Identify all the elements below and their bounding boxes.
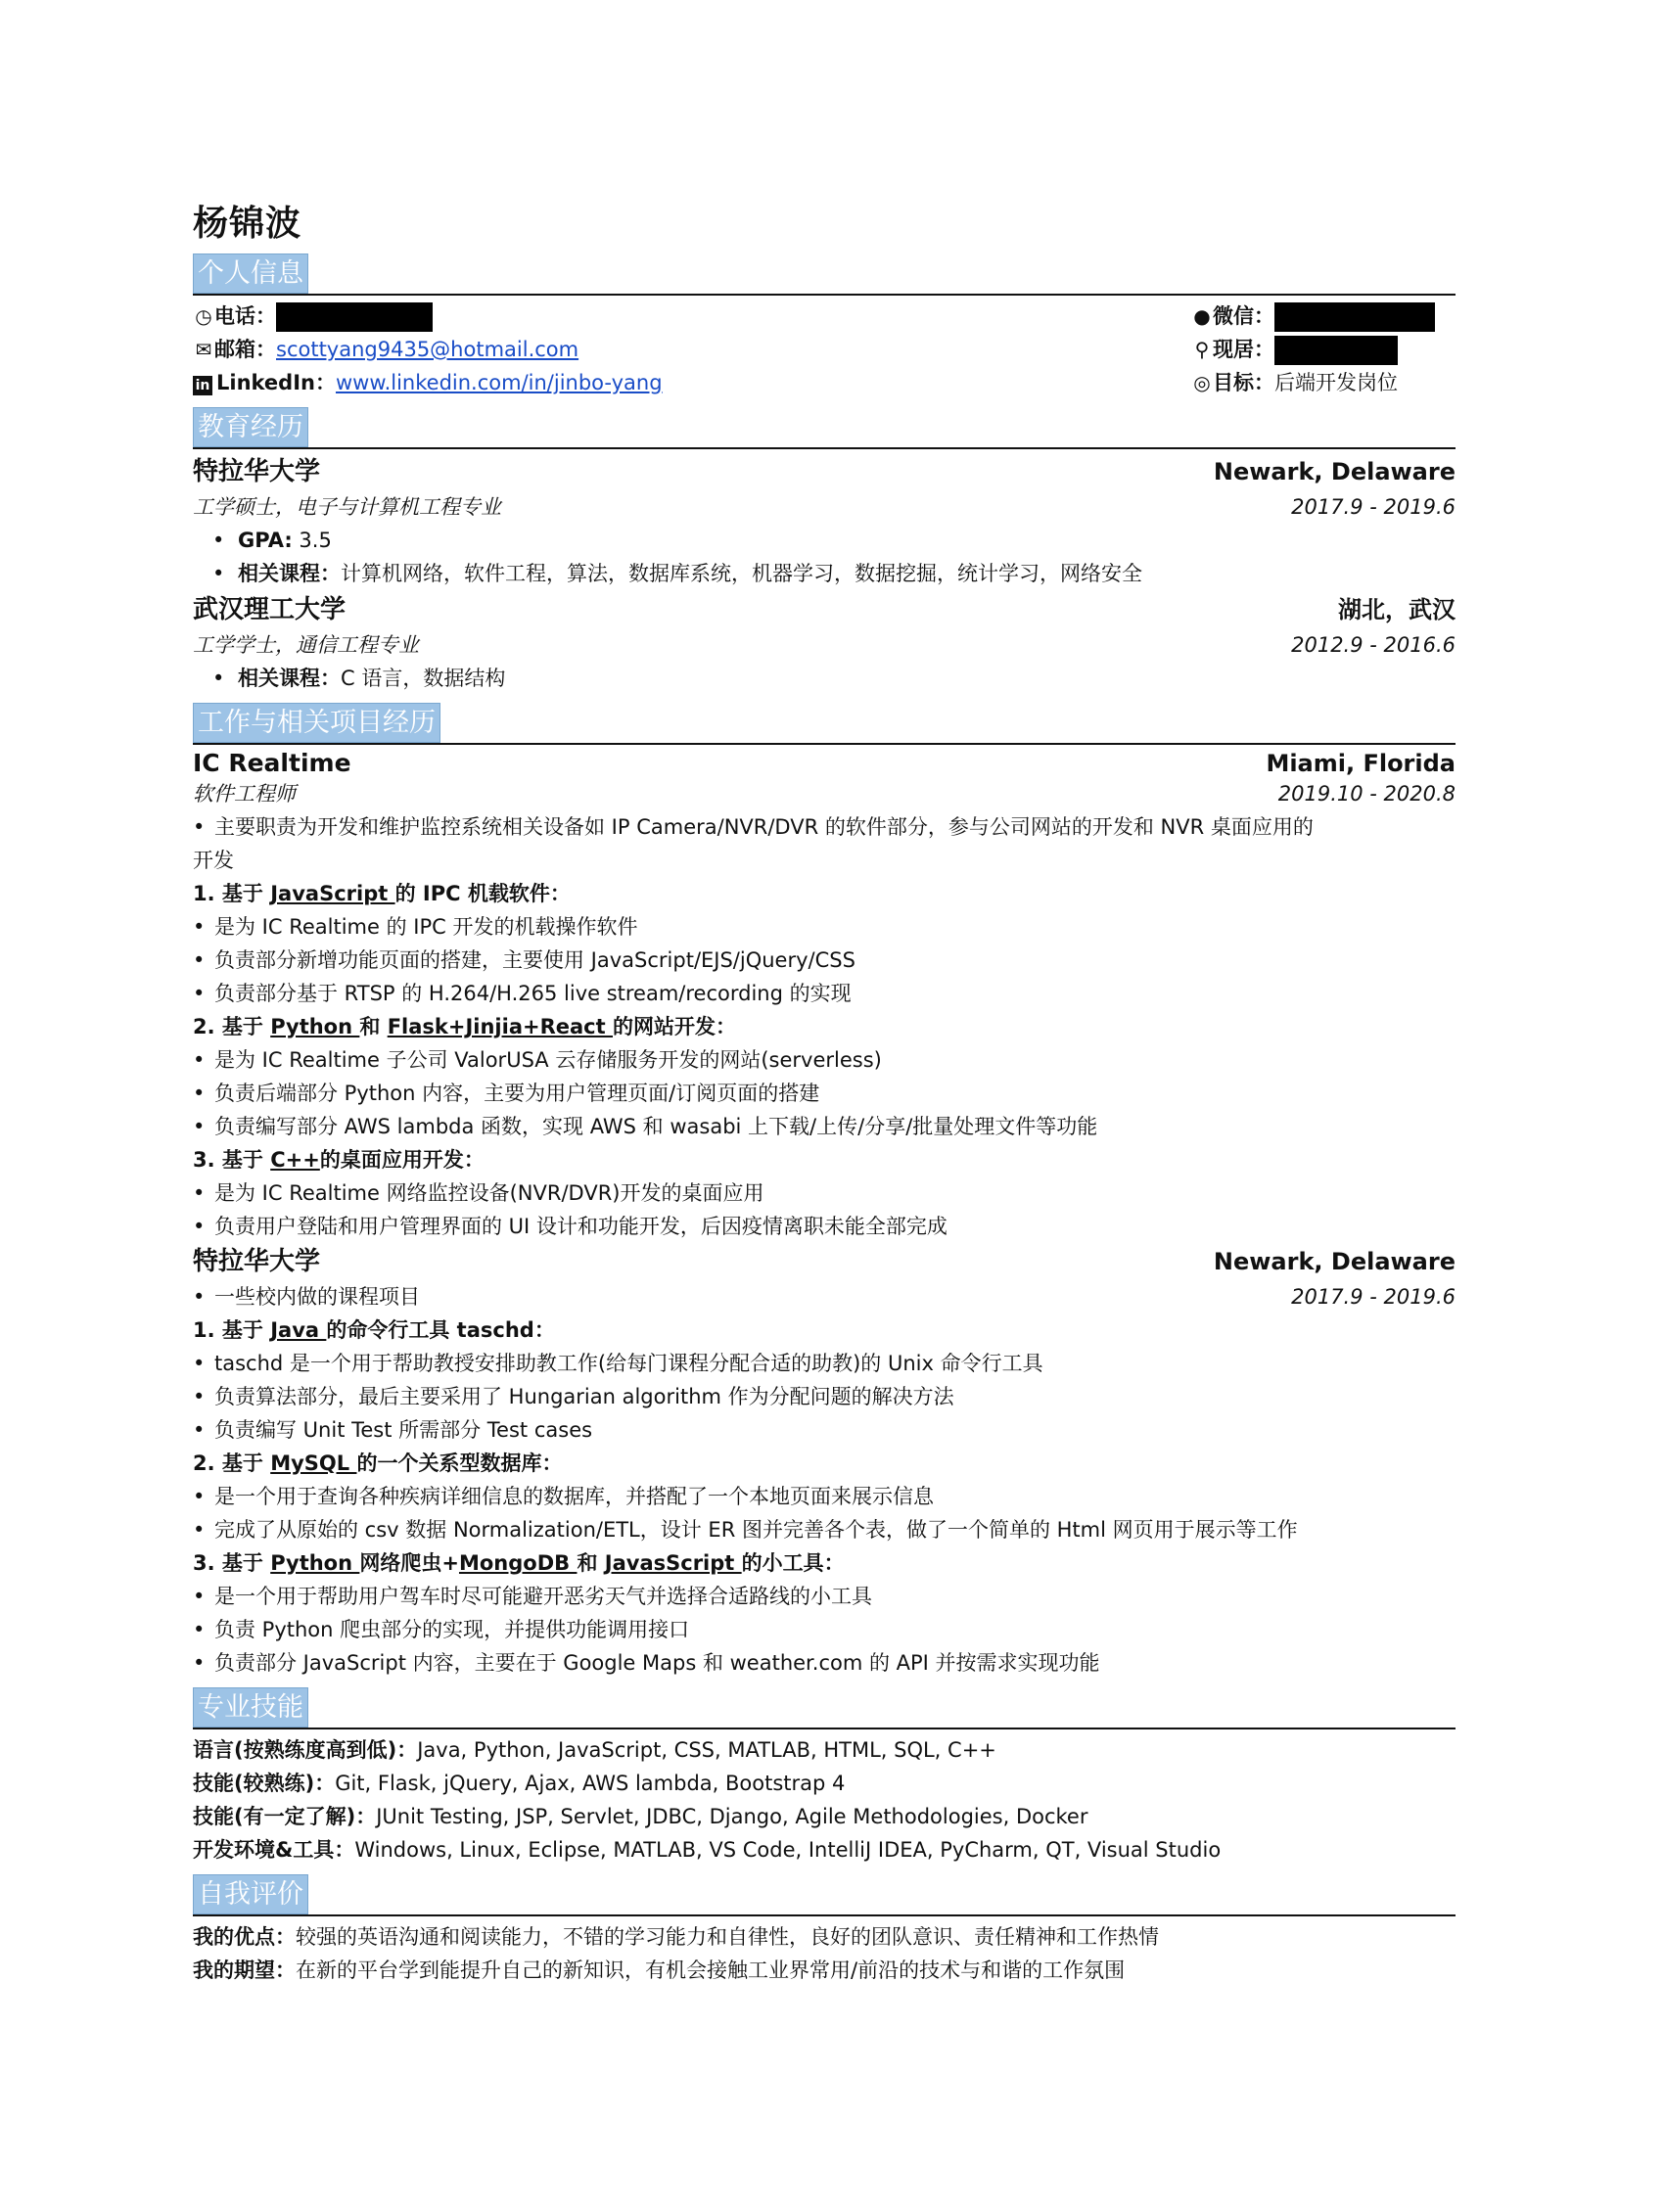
linkedin-icon: in: [193, 376, 212, 395]
list-item: • 完成了从原始的 csv 数据 Normalization/ETL，设计 ER 图并完善各个表，做了一个简单的 Html 网页用于展示等工作: [193, 1513, 1456, 1546]
section-divider: [193, 447, 1456, 449]
section-divider: [193, 294, 1456, 296]
goal-value: 后端开发岗位: [1274, 371, 1398, 394]
section-self-evaluation: [193, 1874, 1456, 1987]
email-label: 邮箱：: [214, 338, 276, 361]
mail-icon: ✉: [195, 338, 212, 361]
list-item: • 是为 IC Realtime 的 IPC 开发的机载操作软件: [193, 910, 1456, 944]
education-entry: [193, 590, 1456, 628]
candidate-name: 杨锦波: [193, 204, 302, 244]
section-work: [193, 703, 1456, 1680]
linkedin-label: LinkedIn：: [216, 371, 336, 394]
project-heading: 2. 基于 Python 和 Flask+Jinjia+React 的网站开发：: [193, 1015, 736, 1038]
list-item: • 是为 IC Realtime 网络监控设备(NVR/DVR)开发的桌面应用: [193, 1176, 1456, 1210]
school-name: 武汉理工大学: [193, 595, 347, 624]
linkedin-link[interactable]: www.linkedin.com/in/jinbo-yang: [335, 371, 663, 394]
list-item: • 负责编写 Unit Test 所需部分 Test cases: [193, 1413, 1456, 1447]
school-location: Newark, Delaware: [1213, 458, 1456, 485]
list-item: • 主要职责为开发和维护监控系统相关设备如 IP Camera/NVR/DVR 的软件部分，参与公司网站的开发和 NVR 桌面应用的: [193, 810, 1456, 844]
linkedin-row: [193, 366, 663, 399]
list-item: • 是为 IC Realtime 子公司 ValorUSA 云存储服务开发的网站(serverless): [193, 1043, 1456, 1077]
section-title-education: 教育经历: [193, 407, 308, 447]
list-item: • 负责算法部分，最后主要采用了 Hungarian algorithm 作为分配问题的解决方法: [193, 1380, 1456, 1413]
project-heading: 1. 基于 Java 的命令行工具 taschd：: [193, 1318, 555, 1342]
school-projects-entry: [193, 1243, 1456, 1280]
skill-row: 技能(有一定了解)：JUnit Testing, JSP, Servlet, JDBC, Django, Agile Methodologies, Docker: [193, 1805, 1088, 1828]
wechat-icon: ●: [1193, 304, 1211, 328]
email-row: [193, 333, 663, 366]
company-location: Miami, Florida: [1266, 750, 1456, 777]
list-item: • taschd 是一个用于帮助教授安排助教工作(给每门课程分配合适的助教)的 Unix 命令行工具: [193, 1347, 1456, 1380]
company-name: IC Realtime: [193, 749, 351, 777]
list-item: • 负责编写部分 AWS lambda 函数，实现 AWS 和 wasabi 上下载/上传/分享/批量处理文件等功能: [193, 1110, 1456, 1143]
wechat-redacted: [1274, 302, 1435, 332]
list-item: • 负责部分基于 RTSP 的 H.264/H.265 live stream/recording 的实现: [193, 977, 1456, 1010]
list-item: • GPA: 3.5: [193, 524, 1456, 557]
project-heading: 1. 基于 JavaScript 的 IPC 机载软件：: [193, 882, 571, 905]
skill-row: 技能(较熟练)：Git, Flask, jQuery, Ajax, AWS lambda, Bootstrap 4: [193, 1772, 846, 1795]
phone-row: [193, 300, 663, 333]
phone-redacted: [276, 302, 433, 332]
school-location: Newark, Delaware: [1213, 1248, 1456, 1275]
list-item: • 负责部分新增功能页面的搭建，主要使用 JavaScript/EJS/jQuery/CSS: [193, 944, 1456, 977]
education-dates: 2017.9 - 2019.6: [1291, 495, 1456, 519]
school-name: 特拉华大学: [193, 1247, 321, 1276]
wechat-row: [1191, 300, 1456, 333]
section-title-skills: 专业技能: [193, 1687, 308, 1728]
section-title-self: 自我评价: [193, 1874, 308, 1914]
resume-page: [193, 196, 1456, 1987]
school-location: 湖北，武汉: [1338, 596, 1456, 623]
section-title-personal: 个人信息: [193, 253, 308, 294]
list-item: • 是一个用于查询各种疾病详细信息的数据库，并搭配了一个本地页面来展示信息: [193, 1480, 1456, 1513]
project-heading: 3. 基于 Python 网络爬虫+MongoDB 和 JavasScript 的小工具：: [193, 1551, 845, 1575]
goal-row: [1191, 366, 1456, 399]
section-skills: [193, 1687, 1456, 1866]
list-item: • 是一个用于帮助用户驾车时尽可能避开恶劣天气并选择合适路线的小工具: [193, 1580, 1456, 1613]
degree: 工学硕士，电子与计算机工程专业: [193, 495, 501, 519]
location-redacted: [1274, 336, 1398, 365]
list-item: • 负责部分 JavaScript 内容，主要在于 Google Maps 和 weather.com 的 API 并按需求实现功能: [193, 1646, 1456, 1680]
clock-icon: ◷: [195, 304, 212, 328]
section-title-work: 工作与相关项目经历: [193, 703, 440, 743]
project-heading: 2. 基于 MySQL 的一个关系型数据库：: [193, 1452, 563, 1475]
list-item: • 相关课程：C 语言，数据结构: [193, 662, 1456, 695]
work-entry: [193, 749, 1456, 777]
goal-label: 目标：: [1213, 371, 1274, 394]
skill-row: 语言(按熟练度高到低)：Java, Python, JavaScript, CSS, MATLAB, HTML, SQL, C++: [193, 1738, 996, 1762]
project-dates: 2017.9 - 2019.6: [1291, 1285, 1456, 1309]
project-heading: 3. 基于 C++的桌面应用开发：: [193, 1148, 485, 1172]
self-row: 我的优点：较强的英语沟通和阅读能力，不错的学习能力和自律性，良好的团队意识、责任精神和工作热情: [193, 1925, 1159, 1949]
job-title: 软件工程师: [193, 782, 296, 806]
list-item: • 负责用户登陆和用户管理界面的 UI 设计和功能开发，后因疫情离职未能全部完成: [193, 1210, 1456, 1243]
section-divider: [193, 1914, 1456, 1916]
education-dates: 2012.9 - 2016.6: [1291, 633, 1456, 657]
section-personal: [193, 253, 1456, 399]
section-divider: [193, 1728, 1456, 1729]
list-item: • 负责后端部分 Python 内容，主要为用户管理页面/订阅页面的搭建: [193, 1077, 1456, 1110]
list-item: • 相关课程：计算机网络，软件工程，算法，数据库系统，机器学习，数据挖掘，统计学习，网络安全: [193, 557, 1456, 590]
self-row: 我的期望：在新的平台学到能提升自己的新知识，有机会接触工业界常用/前沿的技术与和谐的工作氛围: [193, 1959, 1126, 1982]
target-icon: ◎: [1193, 371, 1211, 394]
location-row: [1191, 333, 1456, 366]
email-link[interactable]: scottyang9435@hotmail.com: [276, 338, 579, 361]
location-label: 现居：: [1213, 338, 1274, 361]
list-item: • 负责 Python 爬虫部分的实现，并提供功能调用接口: [193, 1613, 1456, 1646]
list-item: • 一些校内做的课程项目: [193, 1280, 420, 1313]
education-entry: [193, 453, 1456, 490]
school-name: 特拉华大学: [193, 457, 321, 486]
wechat-label: 微信：: [1213, 304, 1274, 328]
list-item-continued: 开发: [193, 849, 234, 872]
degree: 工学学士，通信工程专业: [193, 633, 419, 657]
section-divider: [193, 743, 1456, 745]
section-education: [193, 407, 1456, 695]
contact-info: [193, 300, 1456, 399]
location-icon: ⚲: [1194, 338, 1210, 361]
work-dates: 2019.10 - 2020.8: [1277, 782, 1456, 806]
skill-row: 开发环境&工具：Windows, Linux, Eclipse, MATLAB, VS Code, IntelliJ IDEA, PyCharm, QT, Visual Studio: [193, 1838, 1222, 1862]
phone-label: 电话：: [214, 304, 276, 328]
